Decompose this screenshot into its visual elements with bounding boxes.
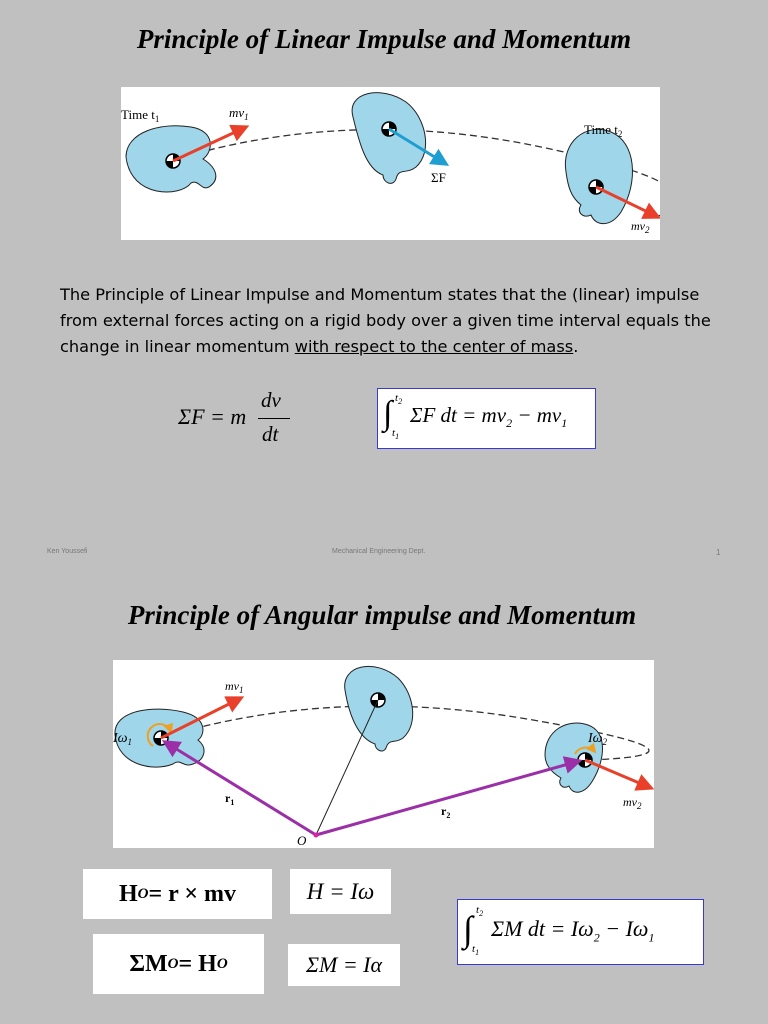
iw2-label: $I\omega_2$ xyxy=(588,731,608,747)
origin-label: O xyxy=(297,833,307,848)
angular-impulse-momentum-equation: ∫ $t_2$ $t_1$ ΣM dt = $I\omega_2 - I\omega_1$ xyxy=(457,899,704,965)
m-equals-i-alpha: ΣM = Iα xyxy=(288,944,400,986)
slide-2-title: Principle of Angular impulse and Momentum xyxy=(127,600,637,630)
linear-impulse-momentum-equation: ∫ $t_2$ $t_1$ ΣF dt = $mv_2 - mv_1$ xyxy=(377,388,596,449)
mv2-label: $mv_2$ xyxy=(631,219,650,235)
angular-momentum-definition: H O = r × mv xyxy=(83,869,272,919)
center-line-2 xyxy=(316,700,378,835)
mv2-label: $mv_2$ xyxy=(623,795,642,811)
force-label: ΣF xyxy=(431,170,446,185)
linear-principle-paragraph: The Principle of Linear Impulse and Momentum states that the (linear) impulse from external forces acting on a rigid body over a given time interval equals the change in linear momentum with respect to the center of mass. xyxy=(60,285,711,356)
r1-label: $r_1$ xyxy=(225,791,235,807)
slide-2 xyxy=(0,512,768,1024)
time-1-label: Time $t_1$ xyxy=(121,107,160,124)
linear-momentum-diagram xyxy=(121,87,660,240)
rigid-body-3 xyxy=(565,129,632,223)
rigid-body-2 xyxy=(352,93,425,184)
moment-equation: ΣM O = H O xyxy=(93,934,264,994)
center-of-mass-phrase: with respect to the center of mass xyxy=(294,337,574,356)
angular-momentum-diagram xyxy=(113,660,654,848)
angular-momentum-figure xyxy=(113,660,654,848)
footer-department: Mechanical Engineering Dept. xyxy=(332,548,426,555)
position-vector-r1 xyxy=(165,742,316,835)
mv1-label: $mv_1$ xyxy=(229,105,249,122)
origin-point xyxy=(314,833,319,838)
linear-momentum-figure xyxy=(121,87,660,240)
footer-page-number: 1 xyxy=(716,548,721,557)
h-equals-i-omega: H = Iω xyxy=(290,869,391,914)
iw1-label: $I\omega_1$ xyxy=(113,731,133,747)
mv1-label: $mv_1$ xyxy=(225,679,244,695)
rigid-body-2 xyxy=(345,666,413,751)
position-vector-r2 xyxy=(316,761,579,835)
newton-second-law-equation: ΣF = m dv dt xyxy=(178,388,308,458)
time-2-label: Time $t_2$ xyxy=(584,122,623,139)
r2-label: $r_2$ xyxy=(441,804,451,820)
footer-author: Ken Youssefi xyxy=(47,548,88,555)
slide-1-title: Principle of Linear Impulse and Momentum xyxy=(136,24,632,54)
